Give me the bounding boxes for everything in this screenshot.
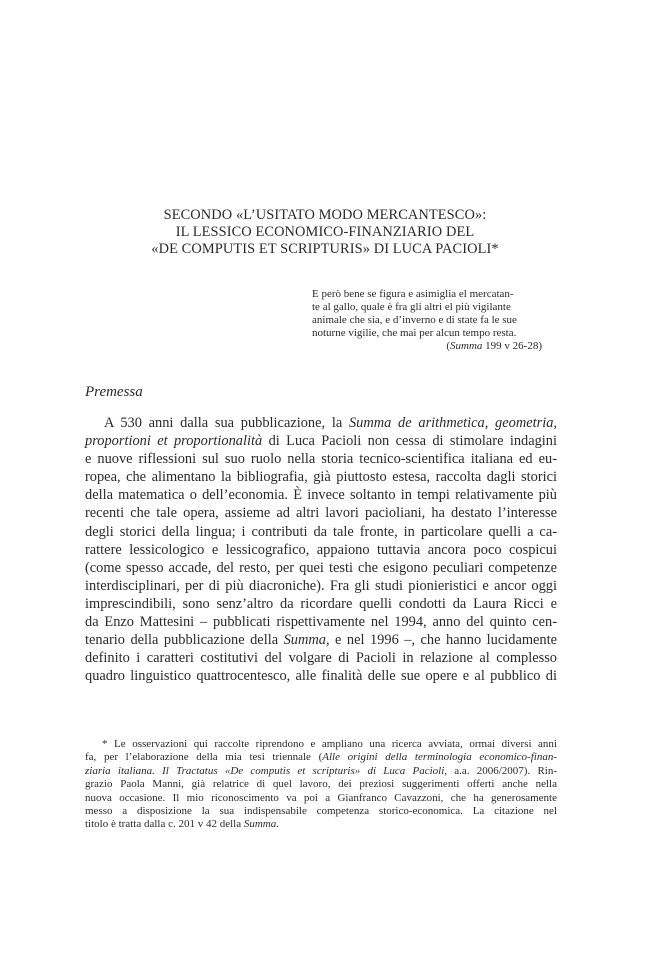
footnote-line: [85, 751, 557, 764]
body-line: degli storici della lingua; i contributi da tale fronte, in particolare quelli a ca-: [85, 523, 557, 540]
footnote-line: nuova occasione. Il mio riconoscimento va poi a Gianfranco Cavazzoni, che ha generosamente: [85, 791, 557, 804]
body-line: rattere lessicologico e lessicografico, appaiono tuttavia ancora poco cospicui: [85, 541, 557, 558]
footnote: [85, 738, 557, 832]
citation-work: Summa: [450, 340, 483, 352]
italic-title: ziaria italiana. Il Tractatus «De computis et scripturis» di Luca Pacioli: [85, 764, 445, 777]
text-run: , e nel 1996 –, che hanno lucidamente: [325, 632, 557, 649]
body-line: [85, 432, 557, 450]
body-line: della matematica o dell’economia. È invece soltanto in tempi relativamente più: [85, 487, 557, 504]
text-run: titolo è tratta dalla c. 201 v 42 della: [85, 818, 244, 831]
body-line: (come spesso accade, del resto, per quei testi che esigono peculiari competenze: [85, 559, 557, 576]
footnote-line: messo a disposizione la sua indispensabile competenza storico-economica. La citazione nel: [85, 805, 557, 818]
body-line: da Enzo Mattesini – pubblicati rispettivamente nel 1994, anno del quinto cen-: [85, 614, 557, 631]
citation-reference: 199 v 26-28): [482, 340, 542, 352]
epigraph: [312, 288, 542, 353]
body-line: [85, 631, 557, 649]
section-heading: Premessa: [85, 384, 143, 400]
footnote-line: * Le osservazioni qui raccolte riprendono e ampliano una ricerca avviata, ormai diversi anni: [102, 738, 557, 750]
title-line-2: IL LESSICO ECONOMICO-FINANZIARIO DEL: [175, 224, 475, 240]
body-line: recenti che tale opera, assieme ad altri lavori pacioliani, ha destato l’interesse: [85, 505, 557, 522]
text-run: , a.a. 2006/2007). Rin-: [444, 764, 558, 777]
italic-title: Alle origini della terminologia economico-finan-: [322, 751, 557, 764]
body-line: quadro linguistico quattrocentesco, alle finalità delle sue opere e al pubblico di: [85, 668, 557, 685]
article-title: [85, 207, 565, 258]
footnote-line: grazio Paola Manni, già relatrice di quel lavoro, dei preziosi suggerimenti offerti anche nella: [85, 778, 557, 791]
epigraph-citation: (Summa 199 v 26-28): [446, 340, 542, 352]
italic-title: Summa: [283, 632, 326, 649]
epigraph-line: E però bene se figura e asimiglia el mercatan-: [312, 288, 514, 300]
epigraph-line: animale che sia, e d’inverno e di state fa le sue: [312, 314, 517, 326]
footnote-line: [85, 818, 557, 831]
title-line-1: SECONDO «L’USITATO MODO MERCANTESCO»:: [163, 207, 487, 223]
body-line: e nuove riflessioni sul suo ruolo nella storia tecnico-scientifica italiana ed eu-: [85, 451, 557, 468]
body-line: imprescindibili, sono senz’altro da ricordare quelli condotti da Laura Ricci e: [85, 595, 557, 612]
text-run: tenario della pubblicazione della: [85, 632, 284, 649]
body-line: [85, 414, 557, 432]
body-line: interdisciplinari, per di più diacroniche). Fra gli studi pionieristici e ancor oggi: [85, 577, 557, 594]
text-run: A 530 anni dalla sua pubblicazione, la: [104, 415, 349, 431]
body-paragraph: [85, 414, 557, 685]
epigraph-line: noturne vigilie, che mai per alcun tempo resta.: [312, 327, 517, 339]
text-run: di Luca Pacioli non cessa di stimolare indagini: [262, 433, 557, 450]
italic-title: Summa de arithmetica, geometria,: [348, 415, 557, 431]
body-line: definito i caratteri costitutivi del volgare di Pacioli in relazione al complesso: [85, 650, 557, 667]
epigraph-line: te al gallo, quale è fra gli altri el più vigilante: [312, 301, 511, 313]
text-run: fa, per l’elaborazione della mia tesi triennale (: [85, 751, 323, 764]
italic-title: proportioni et proportionalità: [85, 433, 263, 450]
text-run: .: [276, 818, 279, 831]
italic-title: Summa: [243, 818, 277, 831]
title-line-3: «DE COMPUTIS ET SCRIPTURIS» DI LUCA PACIOLI*: [151, 241, 499, 257]
footnote-line: [85, 765, 557, 778]
body-line: ropea, che alimentano la bibliografia, già piuttosto estesa, raccolta dagli storici: [85, 469, 557, 486]
